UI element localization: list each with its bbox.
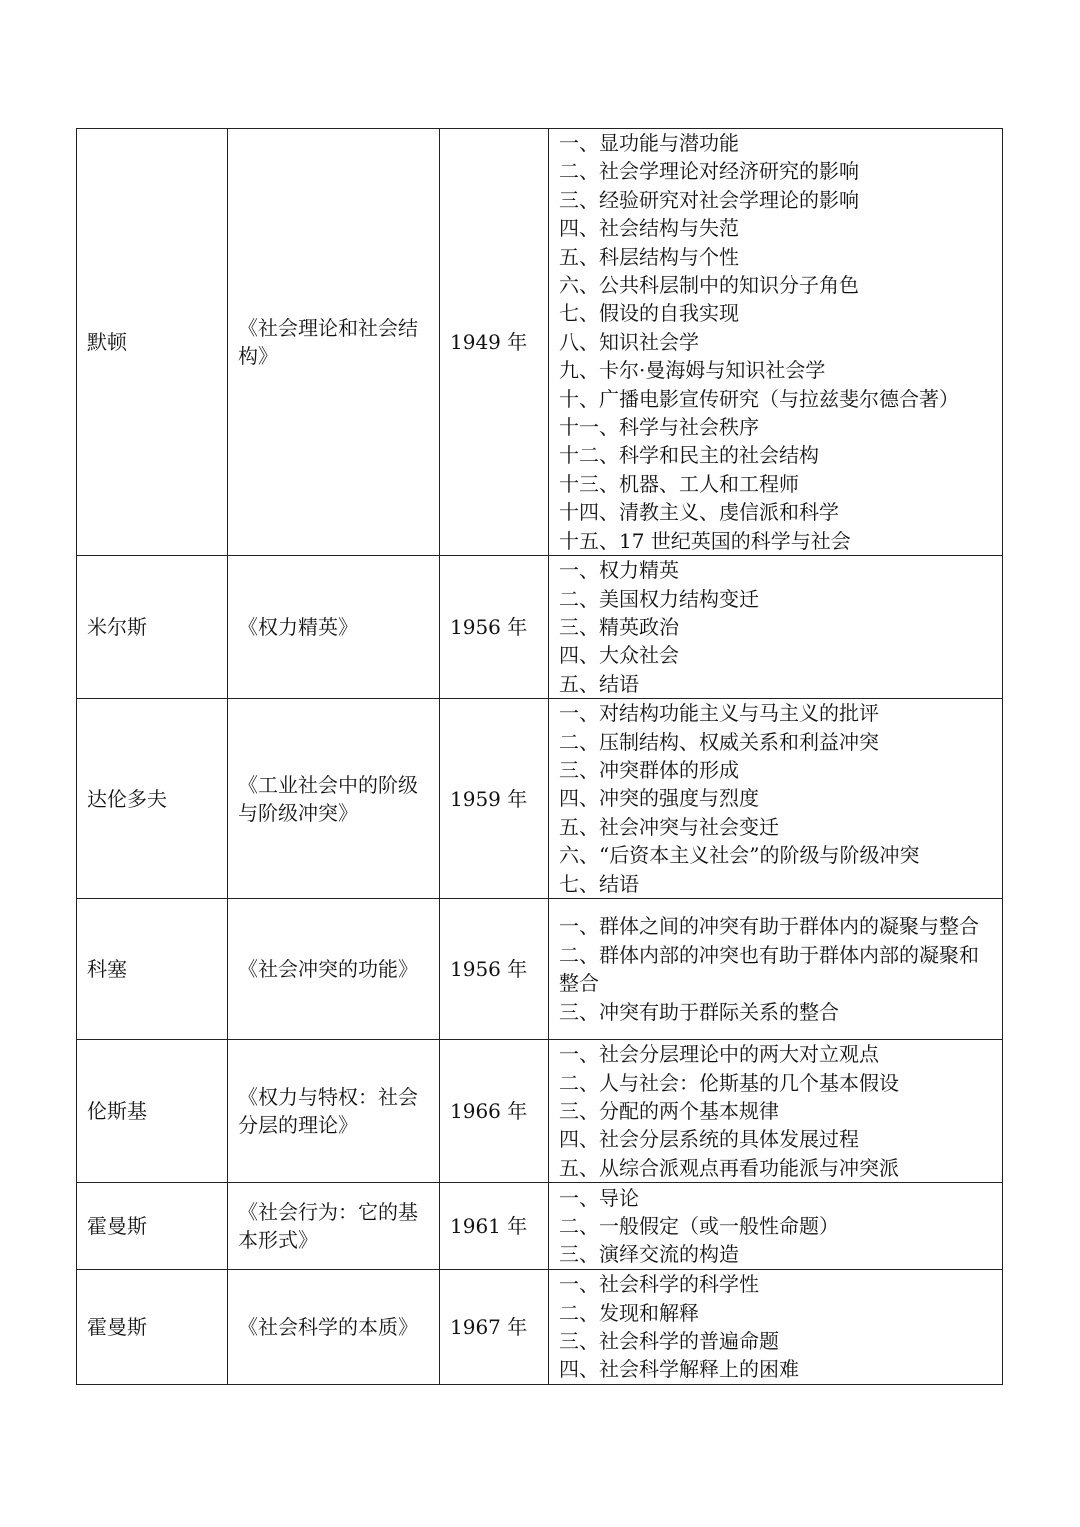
table-row [77, 1270, 1003, 1385]
chapter-item: 三、社会科学的普遍命题 [559, 1328, 779, 1353]
chapter-item: 四、大众社会 [559, 643, 679, 668]
chapter-item: 四、社会科学解释上的困难 [559, 1357, 799, 1382]
chapter-item: 二、一般假定（或一般性命题） [559, 1213, 839, 1238]
chapter-item: 三、冲突有助于群际关系的整合 [559, 999, 839, 1024]
year-cell: 1949 年 [440, 129, 549, 556]
chapter-item: 二、压制结构、权威关系和利益冲突 [559, 729, 879, 754]
chapter-item: 十一、科学与社会秩序 [559, 415, 759, 440]
year-cell: 1956 年 [440, 556, 549, 699]
chapter-item: 三、演绎交流的构造 [559, 1242, 739, 1267]
title-cell: 《社会科学的本质》 [228, 1270, 440, 1385]
author-cell: 伦斯基 [77, 1040, 228, 1183]
chapter-item: 一、权力精英 [559, 558, 679, 583]
chapters-cell [549, 1183, 1003, 1270]
title-cell: 《社会冲突的功能》 [228, 899, 440, 1040]
chapter-item: 二、群体内部的冲突也有助于群体内部的凝聚和整合 [559, 942, 979, 996]
chapter-item: 三、精英政治 [559, 614, 679, 639]
chapter-item: 七、假设的自我实现 [559, 301, 739, 326]
chapters-cell [549, 899, 1003, 1040]
chapter-item: 一、对结构功能主义与马主义的批评 [559, 701, 879, 726]
document-page [76, 128, 1002, 1385]
chapter-item: 九、卡尔·曼海姆与知识社会学 [559, 358, 826, 383]
chapter-item: 一、社会分层理论中的两大对立观点 [559, 1042, 879, 1067]
chapters-cell [549, 1040, 1003, 1183]
chapter-item: 五、社会冲突与社会变迁 [559, 814, 779, 839]
author-cell: 霍曼斯 [77, 1270, 228, 1385]
chapter-item: 五、科层结构与个性 [559, 244, 739, 269]
chapter-item: 四、冲突的强度与烈度 [559, 786, 759, 811]
table-row [77, 1040, 1003, 1183]
chapters-cell [549, 556, 1003, 699]
chapter-item: 一、显功能与潜功能 [559, 131, 739, 155]
author-cell: 科塞 [77, 899, 228, 1040]
author-cell: 默顿 [77, 129, 228, 556]
title-cell: 《工业社会中的阶级与阶级冲突》 [228, 699, 440, 899]
chapter-item: 三、分配的两个基本规律 [559, 1098, 779, 1123]
chapter-item: 十二、科学和民主的社会结构 [559, 443, 819, 468]
chapters-cell [549, 699, 1003, 899]
chapter-item: 一、群体之间的冲突有助于群体内的凝聚与整合 [559, 914, 979, 939]
chapter-item: 二、人与社会：伦斯基的几个基本假设 [559, 1070, 899, 1095]
table-row [77, 556, 1003, 699]
chapter-item: 五、从综合派观点再看功能派与冲突派 [559, 1155, 899, 1180]
chapter-item: 四、社会结构与失范 [559, 216, 739, 241]
table-row [77, 699, 1003, 899]
chapter-item: 二、发现和解释 [559, 1300, 699, 1325]
chapter-item: 七、结语 [559, 871, 639, 896]
year-cell: 1959 年 [440, 699, 549, 899]
chapter-item: 十三、机器、工人和工程师 [559, 471, 799, 496]
chapter-item: 八、知识社会学 [559, 329, 699, 354]
author-cell: 米尔斯 [77, 556, 228, 699]
chapters-cell [549, 1270, 1003, 1385]
table-row [77, 899, 1003, 1040]
author-cell: 霍曼斯 [77, 1183, 228, 1270]
chapter-item: 二、美国权力结构变迁 [559, 586, 759, 611]
works-table-body [77, 129, 1003, 1385]
chapter-item: 三、冲突群体的形成 [559, 758, 739, 783]
year-cell: 1956 年 [440, 899, 549, 1040]
title-cell: 《权力与特权：社会分层的理论》 [228, 1040, 440, 1183]
title-cell: 《权力精英》 [228, 556, 440, 699]
chapter-item: 六、公共科层制中的知识分子角色 [559, 273, 859, 298]
chapter-item: 五、结语 [559, 671, 639, 696]
chapter-item: 十四、清教主义、虔信派和科学 [559, 500, 839, 525]
chapter-item: 一、社会科学的科学性 [559, 1272, 759, 1297]
chapter-item: 四、社会分层系统的具体发展过程 [559, 1127, 859, 1152]
year-cell: 1966 年 [440, 1040, 549, 1183]
chapters-cell [549, 129, 1003, 556]
chapter-item: 十、广播电影宣传研究（与拉兹斐尔德合著） [559, 386, 959, 411]
chapter-item: 一、导论 [559, 1185, 639, 1210]
year-cell: 1967 年 [440, 1270, 549, 1385]
title-cell: 《社会理论和社会结构》 [228, 129, 440, 556]
chapter-item: 二、社会学理论对经济研究的影响 [559, 159, 859, 184]
chapter-item: 十五、17 世纪英国的科学与社会 [559, 528, 851, 553]
table-row [77, 1183, 1003, 1270]
table-row [77, 129, 1003, 556]
chapter-item: 三、经验研究对社会学理论的影响 [559, 187, 859, 212]
year-cell: 1961 年 [440, 1183, 549, 1270]
works-table [76, 128, 1003, 1385]
chapter-item: 六、“后资本主义社会”的阶级与阶级冲突 [559, 843, 920, 868]
title-cell: 《社会行为：它的基本形式》 [228, 1183, 440, 1270]
author-cell: 达伦多夫 [77, 699, 228, 899]
